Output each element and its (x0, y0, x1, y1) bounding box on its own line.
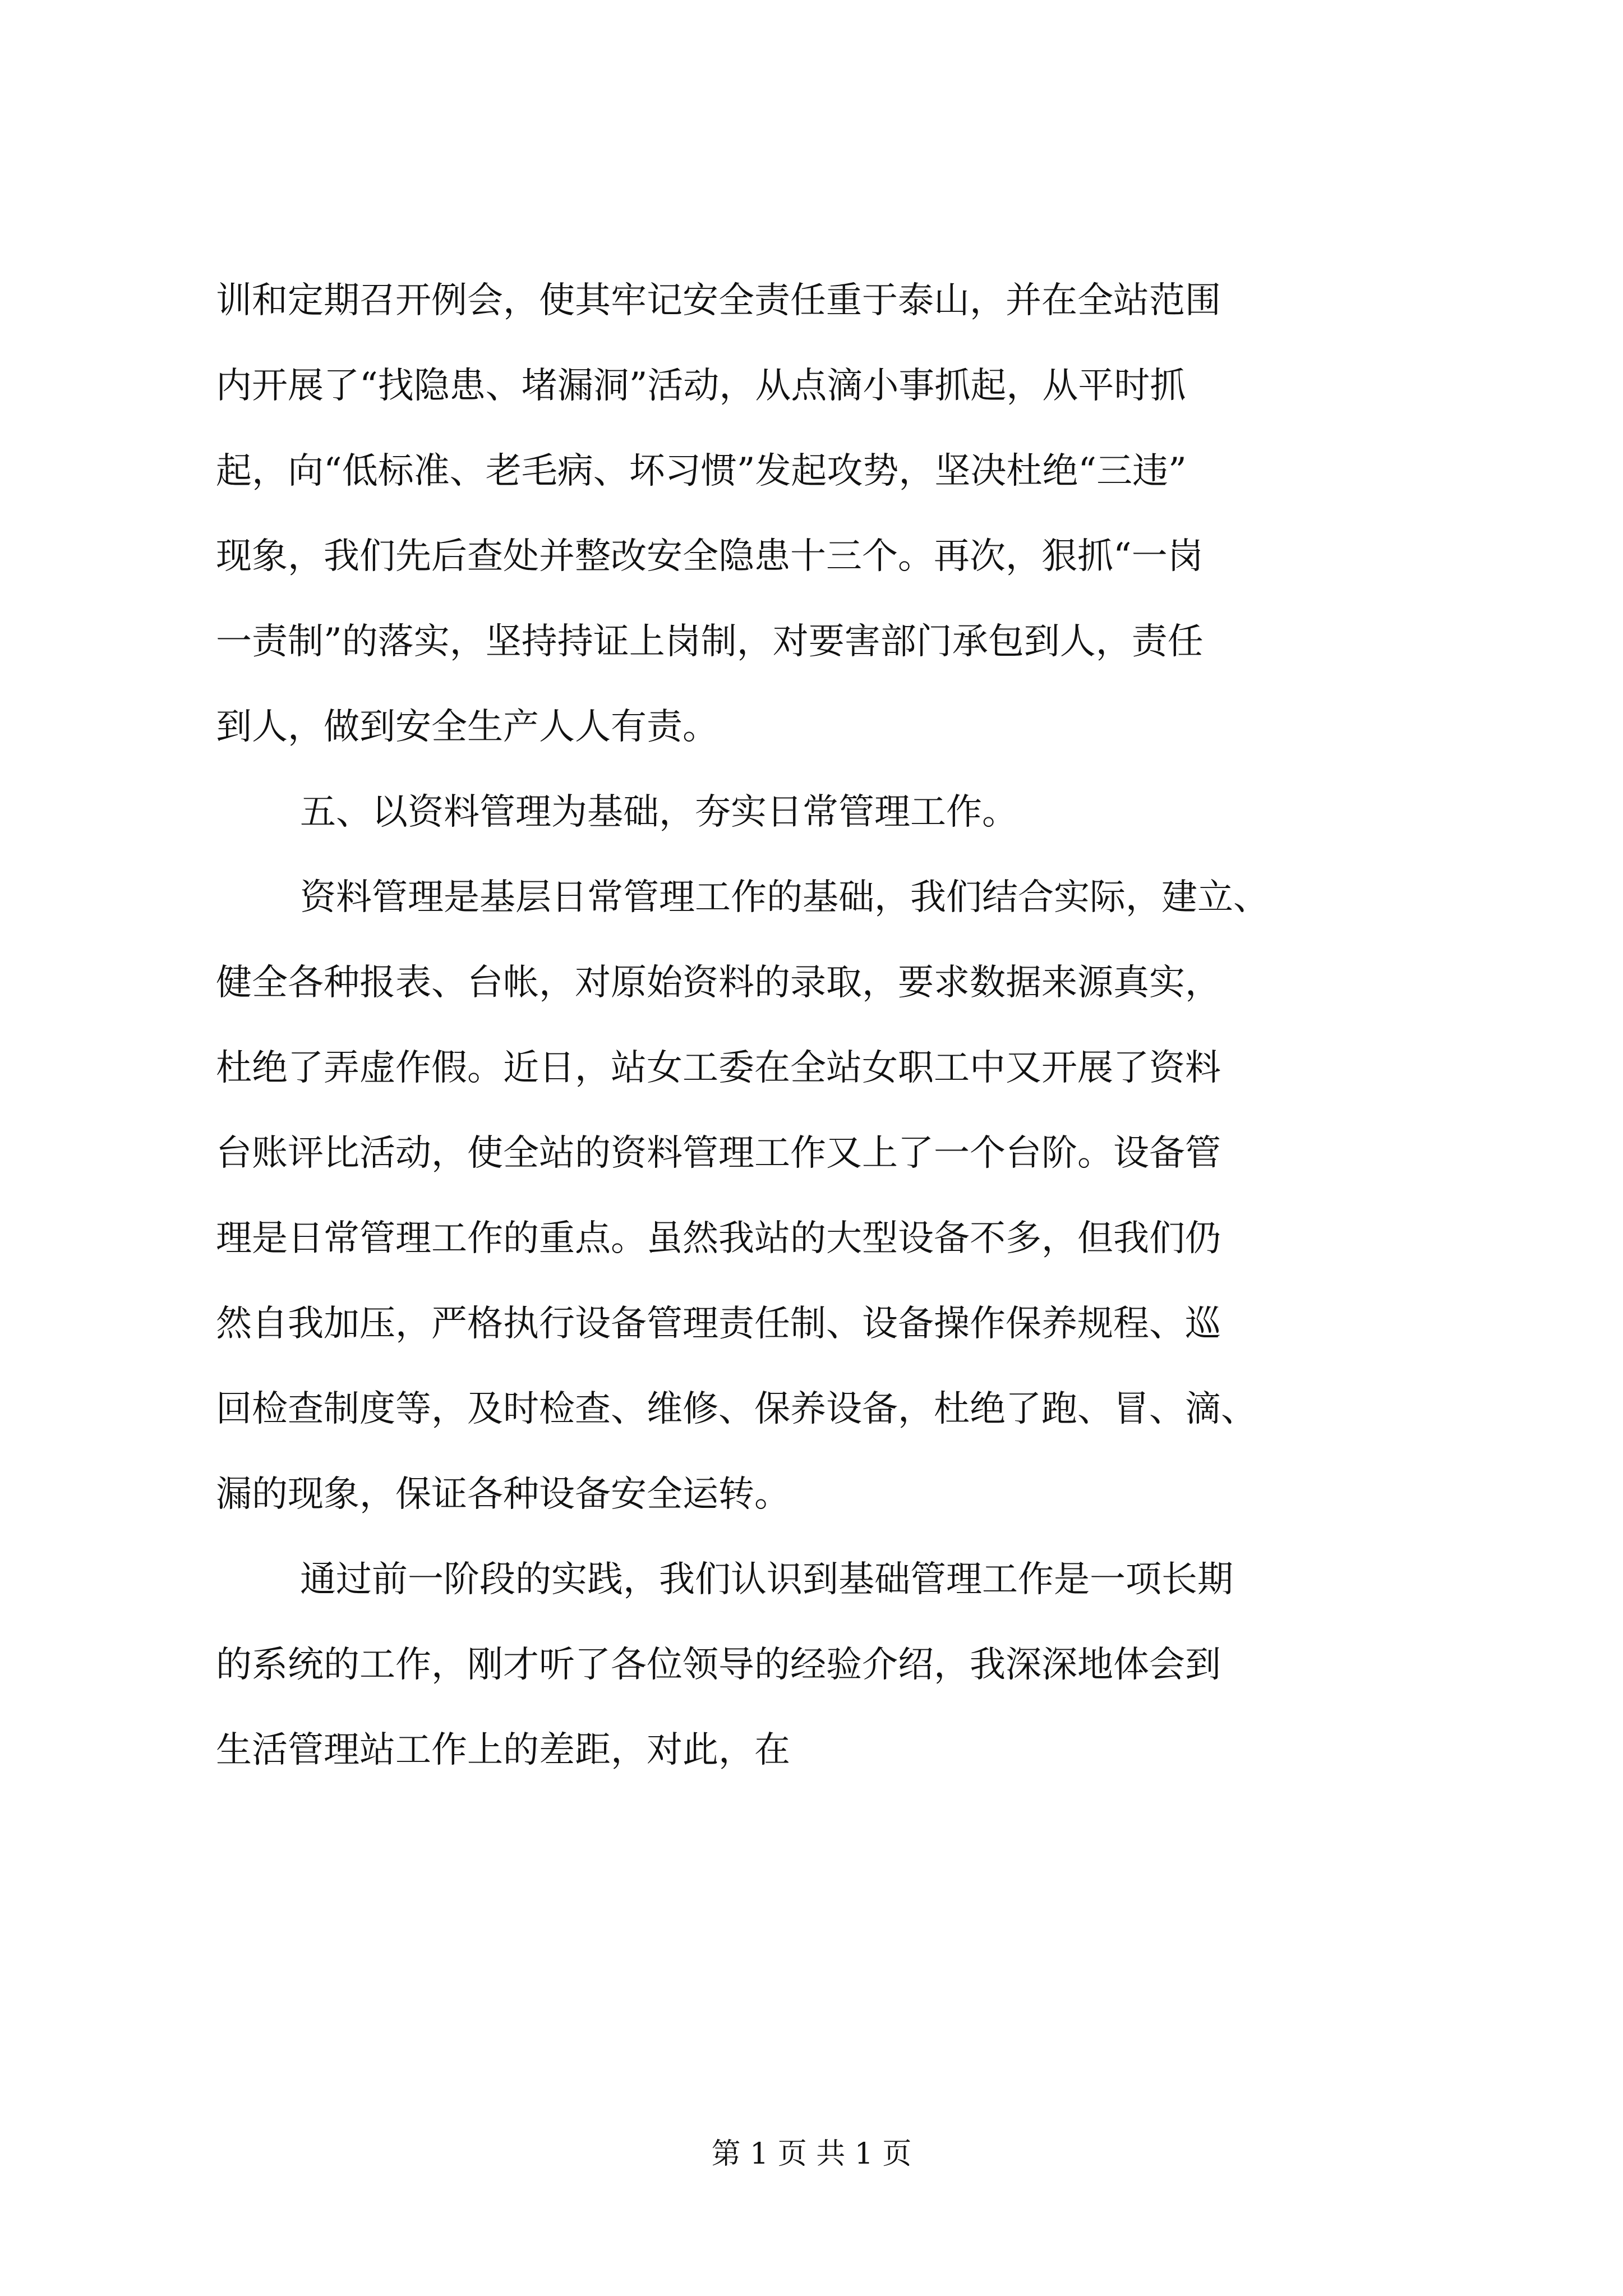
text-line: 训和定期召开例会，使其牢记安全责任重于泰山，并在全站范围 (216, 280, 1221, 321)
paragraph-3 (216, 855, 1427, 1537)
paragraph-1 (216, 258, 1427, 770)
text-line: 资料管理是基层日常管理工作的基础，我们结合实际，建立、 (300, 877, 1269, 918)
text-line: 台账评比活动，使全站的资料管理工作又上了一个台阶。设备管 (216, 1133, 1221, 1174)
text-line: 的系统的工作，刚才听了各位领导的经验介绍，我深深地体会到 (216, 1644, 1221, 1686)
text-line: 现象，我们先后查处并整改安全隐患十三个。再次，狠抓“一岗 (216, 536, 1204, 577)
text-line: 通过前一阶段的实践，我们认识到基础管理工作是一项长期 (300, 1559, 1233, 1600)
text-line: 杜绝了弄虚作假。近日，站女工委在全站女职工中又开展了资料 (216, 1047, 1221, 1089)
text-line: 健全各种报表、台帐，对原始资料的录取，要求数据来源真实， (216, 962, 1221, 1004)
text-line: 漏的现象，保证各种设备安全运转。 (216, 1474, 790, 1515)
text-line: 然自我加压，严格执行设备管理责任制、设备操作保养规程、巡 (216, 1303, 1221, 1345)
text-line: 起，向“低标准、老毛病、坏习惯”发起攻势，坚决杜绝“三违” (216, 450, 1187, 492)
paragraph-4 (216, 1537, 1427, 1793)
text-line: 一责制”的落实，坚持持证上岗制，对要害部门承包到人，责任 (216, 621, 1204, 662)
text-line: 生活管理站工作上的差距，对此，在 (216, 1729, 790, 1771)
section-heading (216, 770, 1427, 855)
text-line: 五、以资料管理为基础，夯实日常管理工作。 (300, 792, 1018, 833)
page-footer (0, 2134, 1623, 2174)
text-line: 回检查制度等，及时检查、维修、保养设备，杜绝了跑、冒、滴、 (216, 1388, 1257, 1430)
document-body (216, 258, 1427, 1793)
page-number-label: 第 1 页 共 1 页 (711, 2137, 912, 2171)
text-line: 到人，做到安全生产人人有责。 (216, 706, 718, 748)
text-line: 内开展了“找隐患、堵漏洞”活动，从点滴小事抓起，从平时抓 (216, 365, 1186, 407)
text-line: 理是日常管理工作的重点。虽然我站的大型设备不多，但我们仍 (216, 1218, 1221, 1259)
